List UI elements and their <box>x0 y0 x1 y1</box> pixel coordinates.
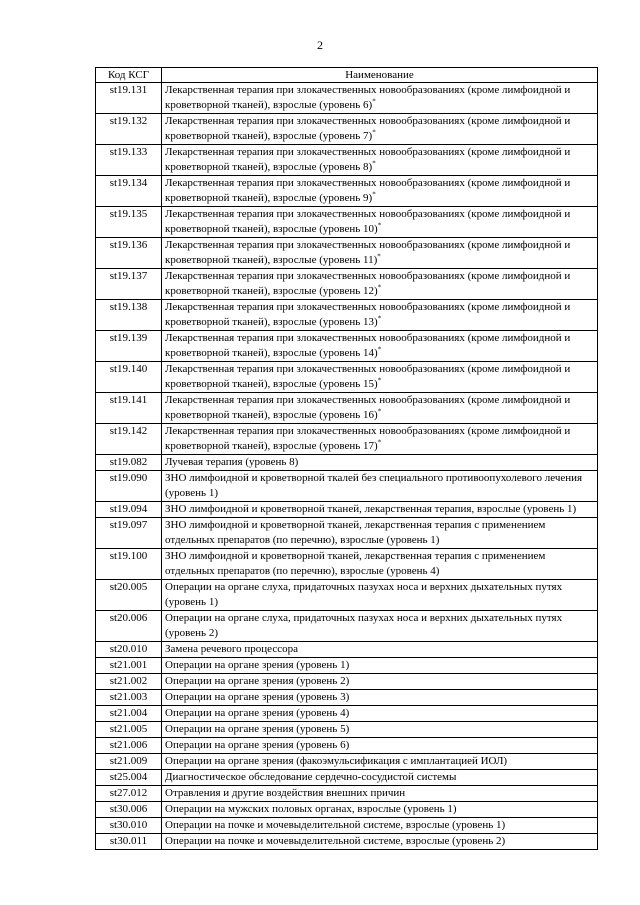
ksg-name-cell <box>162 738 598 754</box>
ksg-name: Лекарственная терапия при злокачественных новообразованиях (кроме лимфоидной и кроветворной тканей), взрослые (уровень 13) <box>165 301 571 328</box>
footnote-mark: * <box>377 314 382 323</box>
ksg-code: st19.135 <box>96 207 162 238</box>
ksg-name: Операции на почке и мочевыделительной системе, взрослые (уровень 2) <box>165 835 506 847</box>
ksg-code: st20.010 <box>96 642 162 658</box>
ksg-code: st21.005 <box>96 722 162 738</box>
ksg-name: Лучевая терапия (уровень 8) <box>165 456 299 468</box>
ksg-name: Лекарственная терапия при злокачественных новообразованиях (кроме лимфоидной и кроветворной тканей), взрослые (уровень 6) <box>165 84 571 111</box>
ksg-name: Лекарственная терапия при злокачественных новообразованиях (кроме лимфоидной и кроветворной тканей), взрослые (уровень 17) <box>165 425 571 452</box>
ksg-name: Лекарственная терапия при злокачественных новообразованиях (кроме лимфоидной и кроветворной тканей), взрослые (уровень 16) <box>165 394 571 421</box>
ksg-name: ЗНО лимфоидной и кроветворной ткалей без специального противоопухолевого лечения (уровень 1) <box>165 472 583 499</box>
ksg-name: Операции на органе зрения (уровень 2) <box>165 675 350 687</box>
table-row <box>96 471 598 502</box>
footnote-mark: * <box>377 438 382 447</box>
ksg-name-cell <box>162 471 598 502</box>
ksg-name: Операции на органе слуха, придаточных пазухах носа и верхних дыхательных путях (уровень 2) <box>165 612 563 639</box>
ksg-name: Лекарственная терапия при злокачественных новообразованиях (кроме лимфоидной и кроветворной тканей), взрослые (уровень 15) <box>165 363 571 390</box>
ksg-name-cell <box>162 145 598 176</box>
ksg-name-cell <box>162 207 598 238</box>
ksg-name-cell <box>162 770 598 786</box>
table-row <box>96 207 598 238</box>
footnote-mark: * <box>377 252 381 261</box>
ksg-name-cell <box>162 549 598 580</box>
table-row <box>96 802 598 818</box>
table-row <box>96 706 598 722</box>
table-row <box>96 770 598 786</box>
ksg-name-cell <box>162 818 598 834</box>
ksg-code: st21.009 <box>96 754 162 770</box>
table-row <box>96 722 598 738</box>
ksg-code: st19.131 <box>96 83 162 114</box>
table-row <box>96 83 598 114</box>
ksg-code: st21.003 <box>96 690 162 706</box>
ksg-name-cell <box>162 658 598 674</box>
ksg-code: st19.097 <box>96 518 162 549</box>
ksg-code: st21.006 <box>96 738 162 754</box>
header-name: Наименование <box>162 68 598 83</box>
table-row <box>96 518 598 549</box>
page-number: 2 <box>317 38 323 52</box>
footnote-mark: * <box>372 128 376 137</box>
table-row <box>96 269 598 300</box>
ksg-code: st20.006 <box>96 611 162 642</box>
ksg-name: ЗНО лимфоидной и кроветворной тканей, лекарственная терапия, взрослые (уровень 1) <box>165 503 577 515</box>
ksg-name: Операции на органе зрения (уровень 5) <box>165 723 350 735</box>
table-row <box>96 658 598 674</box>
ksg-name-cell <box>162 754 598 770</box>
ksg-name-cell <box>162 722 598 738</box>
footnote-mark: * <box>372 159 376 168</box>
ksg-name-cell <box>162 834 598 850</box>
ksg-name: ЗНО лимфоидной и кроветворной тканей, лекарственная терапия с применением отдельных препаратов (по перечню), взрослые (уровень 1) <box>165 519 546 546</box>
table-row <box>96 455 598 471</box>
ksg-name-cell <box>162 455 598 471</box>
table-row <box>96 549 598 580</box>
header-code: Код КСГ <box>96 68 162 83</box>
table-row <box>96 502 598 518</box>
ksg-name: Операции на органе зрения (уровень 1) <box>165 659 350 671</box>
ksg-name-cell <box>162 393 598 424</box>
table-row <box>96 611 598 642</box>
table-row <box>96 114 598 145</box>
table-row <box>96 642 598 658</box>
table-row <box>96 145 598 176</box>
ksg-name: Лекарственная терапия при злокачественных новообразованиях (кроме лимфоидной и кроветворной тканей), взрослые (уровень 10) <box>165 208 571 235</box>
ksg-name: Лекарственная терапия при злокачественных новообразованиях (кроме лимфоидной и кроветворной тканей), взрослые (уровень 8) <box>165 146 571 173</box>
ksg-name-cell <box>162 580 598 611</box>
table-row <box>96 424 598 455</box>
ksg-name: Лекарственная терапия при злокачественных новообразованиях (кроме лимфоидной и кроветворной тканей), взрослые (уровень 7) <box>165 115 571 142</box>
table-row <box>96 674 598 690</box>
ksg-name-cell <box>162 706 598 722</box>
ksg-code: st20.005 <box>96 580 162 611</box>
table-row <box>96 300 598 331</box>
table-row <box>96 738 598 754</box>
ksg-name-cell <box>162 331 598 362</box>
table-row <box>96 834 598 850</box>
table-row <box>96 176 598 207</box>
ksg-name: Операции на органе слуха, придаточных пазухах носа и верхних дыхательных путях (уровень 1) <box>165 581 563 608</box>
table-row <box>96 786 598 802</box>
ksg-code: st19.139 <box>96 331 162 362</box>
ksg-name-cell <box>162 238 598 269</box>
ksg-code: st19.132 <box>96 114 162 145</box>
ksg-name: Операции на мужских половых органах, взрослые (уровень 1) <box>165 803 457 815</box>
ksg-name-cell <box>162 269 598 300</box>
ksg-name: Операции на органе зрения (уровень 3) <box>165 691 350 703</box>
table-row <box>96 818 598 834</box>
ksg-name: Диагностическое обследование сердечно-сосудистой системы <box>165 771 457 783</box>
ksg-code: st19.138 <box>96 300 162 331</box>
table-row <box>96 331 598 362</box>
table-row <box>96 393 598 424</box>
ksg-name-cell <box>162 176 598 207</box>
ksg-name-cell <box>162 611 598 642</box>
ksg-code: st19.136 <box>96 238 162 269</box>
ksg-name-cell <box>162 642 598 658</box>
table-header-row <box>96 68 598 83</box>
ksg-name-cell <box>162 83 598 114</box>
ksg-name: Лекарственная терапия при злокачественных новообразованиях (кроме лимфоидной и кроветворной тканей), взрослые (уровень 11) <box>165 239 571 266</box>
ksg-name: Лекарственная терапия при злокачественных новообразованиях (кроме лимфоидной и кроветворной тканей), взрослые (уровень 14) <box>165 332 571 359</box>
ksg-code: st19.082 <box>96 455 162 471</box>
footnote-mark: * <box>377 221 382 230</box>
table-row <box>96 238 598 269</box>
ksg-name: Операции на органе зрения (факоэмульсификация с имплантацией ИОЛ) <box>165 755 508 767</box>
footnote-mark: * <box>372 97 376 106</box>
ksg-code: st19.133 <box>96 145 162 176</box>
footnote-mark: * <box>377 283 382 292</box>
footnote-mark: * <box>377 345 382 354</box>
ksg-name-cell <box>162 362 598 393</box>
ksg-name-cell <box>162 802 598 818</box>
ksg-code: st19.140 <box>96 362 162 393</box>
ksg-code: st30.010 <box>96 818 162 834</box>
ksg-name: Отравления и другие воздействия внешних причин <box>165 787 406 799</box>
ksg-table <box>95 67 598 850</box>
ksg-name: ЗНО лимфоидной и кроветворной тканей, лекарственная терапия с применением отдельных препаратов (по перечню), взрослые (уровень 4) <box>165 550 546 577</box>
ksg-name-cell <box>162 502 598 518</box>
ksg-code: st21.004 <box>96 706 162 722</box>
table-row <box>96 580 598 611</box>
ksg-code: st27.012 <box>96 786 162 802</box>
ksg-name-cell <box>162 424 598 455</box>
ksg-code: st19.141 <box>96 393 162 424</box>
ksg-code: st19.090 <box>96 471 162 502</box>
ksg-code: st19.142 <box>96 424 162 455</box>
ksg-code: st19.137 <box>96 269 162 300</box>
table-row <box>96 690 598 706</box>
table-row <box>96 362 598 393</box>
ksg-name-cell <box>162 786 598 802</box>
footnote-mark: * <box>377 407 382 416</box>
ksg-code: st21.001 <box>96 658 162 674</box>
ksg-name: Замена речевого процессора <box>165 643 298 655</box>
ksg-name-cell <box>162 518 598 549</box>
ksg-code: st19.134 <box>96 176 162 207</box>
ksg-name: Операции на почке и мочевыделительной системе, взрослые (уровень 1) <box>165 819 506 831</box>
ksg-code: st19.094 <box>96 502 162 518</box>
ksg-name: Лекарственная терапия при злокачественных новообразованиях (кроме лимфоидной и кроветворной тканей), взрослые (уровень 9) <box>165 177 571 204</box>
table-row <box>96 754 598 770</box>
ksg-code: st30.011 <box>96 834 162 850</box>
ksg-code: st30.006 <box>96 802 162 818</box>
ksg-name-cell <box>162 300 598 331</box>
table-body <box>96 83 598 850</box>
footnote-mark: * <box>372 190 376 199</box>
ksg-name: Операции на органе зрения (уровень 4) <box>165 707 350 719</box>
ksg-name: Операции на органе зрения (уровень 6) <box>165 739 350 751</box>
ksg-code: st19.100 <box>96 549 162 580</box>
ksg-name-cell <box>162 674 598 690</box>
ksg-code: st21.002 <box>96 674 162 690</box>
ksg-name: Лекарственная терапия при злокачественных новообразованиях (кроме лимфоидной и кроветворной тканей), взрослые (уровень 12) <box>165 270 571 297</box>
ksg-name-cell <box>162 690 598 706</box>
ksg-code: st25.004 <box>96 770 162 786</box>
footnote-mark: * <box>377 376 382 385</box>
ksg-name-cell <box>162 114 598 145</box>
